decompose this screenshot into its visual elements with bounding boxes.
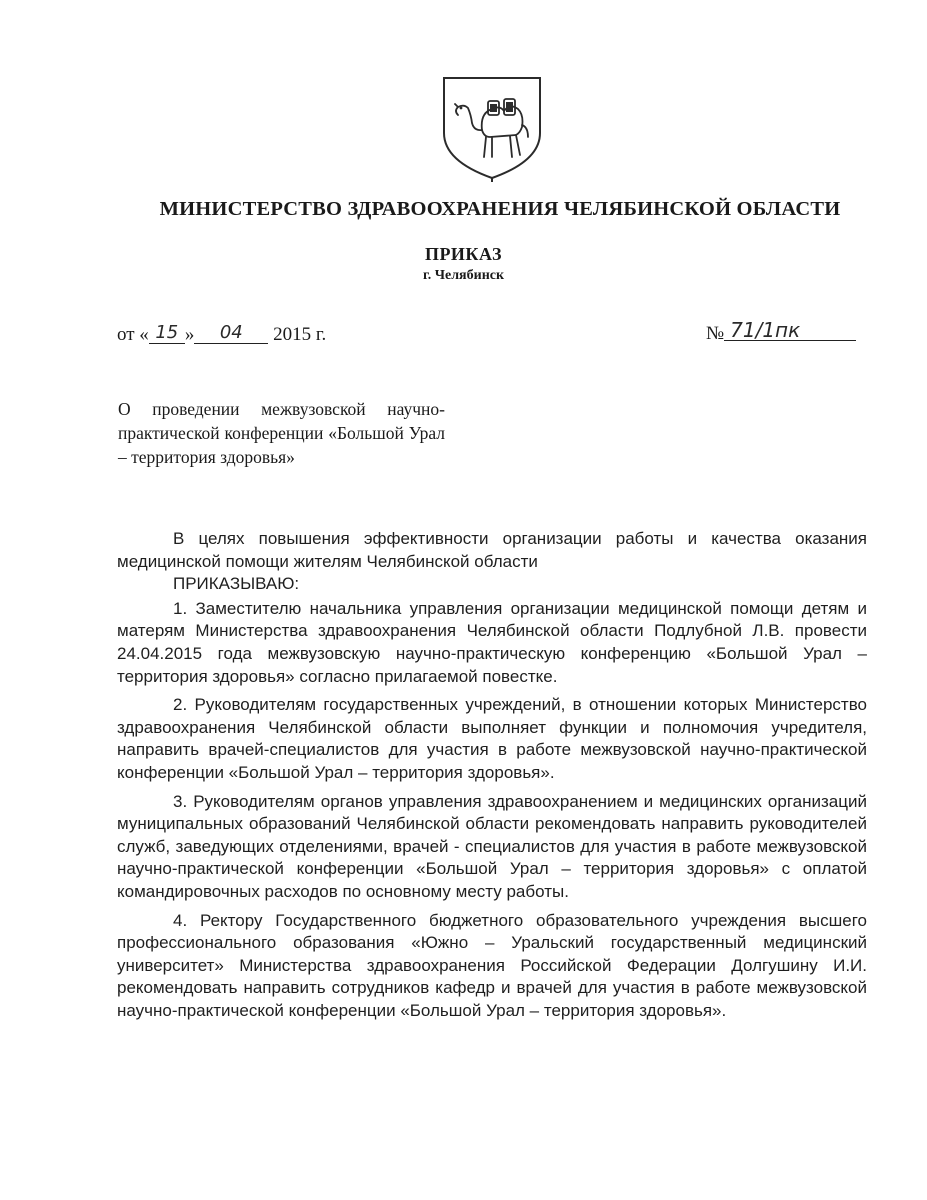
- ministry-name: МИНИСТЕРСТВО ЗДРАВООХРАНЕНИЯ ЧЕЛЯБИНСКОЙ ОБЛАСТИ: [159, 198, 841, 220]
- order-date: [117, 324, 326, 346]
- order-item: 3. Руководителям органов управления здравоохранением и медицинских организаций муниципальных образований Челябинской области рекомендовать направить руководителей служб, заведующих отделениями, врачей - специалистов для участия в работе межвузовской научно-практической конференции «Большой Урал – территория здоровья» с оплатой командировочных расходов по основному месту работы.: [117, 791, 867, 901]
- order-item: 2. Руководителям государственных учреждений, в отношении которых Министерство здравоохранения Челябинской области выполняет функции и полномочия учредителя, направить врачей-специалистов для участия в работе межвузовской научно-практической конференции «Большой Урал – территория здоровья».: [117, 695, 867, 782]
- order-item: 1. Заместителю начальника управления организации медицинской помощи детям и матерям Министерства здравоохранения Челябинской области Подлубной Л.В. провести 24.04.2015 года межвузовскую научно-практическую конференцию «Большой Урал – территория здоровья» согласно прилагаемой повестке.: [117, 598, 867, 686]
- city-name: г. Челябинск: [422, 268, 505, 283]
- intro-paragraph: В целях повышения эффективности организации работы и качества оказания медицинской помощи жителям Челябинской области: [117, 529, 867, 571]
- order-subject: О проведении межвузовской научно-практической конференции «Большой Урал – территория здоровья»: [118, 399, 445, 467]
- date-day: 15: [149, 323, 185, 344]
- order-item: 4. Ректору Государственного бюджетного образовательного учреждения высшего профессионального образования «Южно – Уральский государственный медицинский университет» Министерства здравоохранения Российской Федерации Долгушину И.И. рекомендовать направить сотрудников кафедр и врачей для участия в работе межвузовской научно-практической конференции «Большой Урал – территория здоровья».: [117, 910, 867, 1020]
- date-mid: »: [184, 324, 195, 345]
- date-year: 2015 г.: [273, 324, 327, 345]
- number-value: 71/1пк: [724, 320, 856, 341]
- camel-coat-of-arms-icon: [440, 75, 544, 183]
- date-prefix: от «: [117, 324, 149, 345]
- order-body: [117, 528, 867, 1022]
- order-number: [706, 318, 856, 345]
- number-sign: №: [706, 323, 725, 344]
- decree-heading: ПРИКАЗЫВАЮ:: [173, 574, 300, 594]
- order-title: ПРИКАЗ: [424, 244, 503, 264]
- date-month: 04: [194, 323, 268, 344]
